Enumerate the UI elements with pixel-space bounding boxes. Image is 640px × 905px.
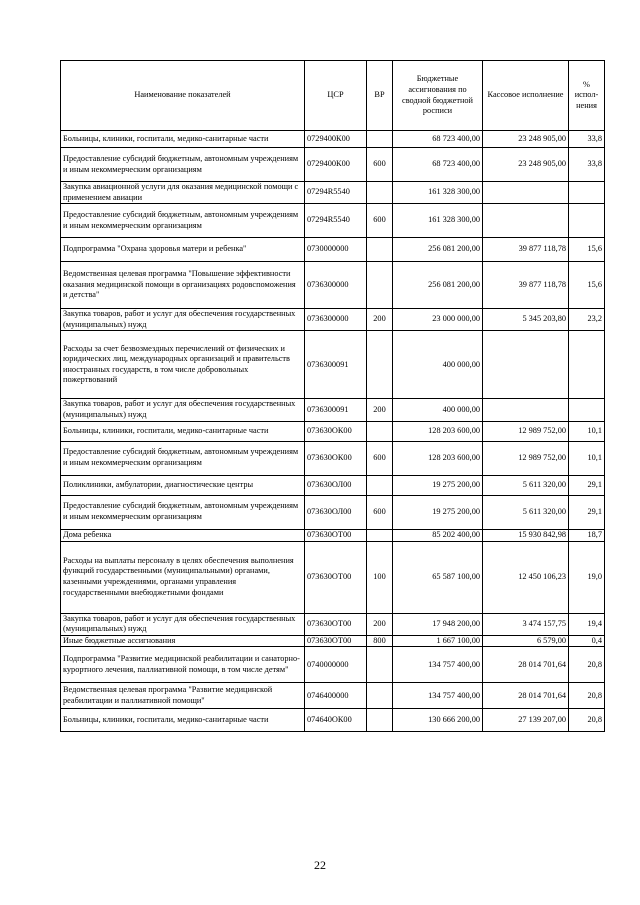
row-name: Закупка товаров, работ и услуг для обеспечения государственных (муниципальных) нужд bbox=[61, 399, 305, 421]
row-name: Закупка товаров, работ и услуг для обеспечения государственных (муниципальных) нужд bbox=[61, 309, 305, 331]
row-csr: 074640ОК00 bbox=[305, 709, 367, 732]
row-percent: 18,7 bbox=[569, 529, 605, 541]
row-percent bbox=[569, 399, 605, 421]
row-vr: 600 bbox=[367, 441, 393, 475]
row-allocation: 134 757 400,00 bbox=[393, 683, 483, 709]
row-cash: 5 611 320,00 bbox=[483, 475, 569, 495]
row-csr: 073630ОТ00 bbox=[305, 529, 367, 541]
row-allocation: 161 328 300,00 bbox=[393, 204, 483, 238]
row-allocation: 256 081 200,00 bbox=[393, 262, 483, 309]
row-allocation: 1 667 100,00 bbox=[393, 635, 483, 647]
row-vr: 200 bbox=[367, 399, 393, 421]
row-cash: 12 450 106,23 bbox=[483, 541, 569, 613]
row-percent: 33,8 bbox=[569, 131, 605, 148]
header-name: Наименование показателей bbox=[61, 61, 305, 131]
row-cash: 28 014 701,64 bbox=[483, 683, 569, 709]
row-vr: 100 bbox=[367, 541, 393, 613]
row-cash: 23 248 905,00 bbox=[483, 131, 569, 148]
row-allocation: 23 000 000,00 bbox=[393, 309, 483, 331]
row-cash: 12 989 752,00 bbox=[483, 421, 569, 441]
row-percent: 19,4 bbox=[569, 613, 605, 635]
row-name: Предоставление субсидий бюджетным, автономным учреждениям и иным некоммерческим организациям bbox=[61, 148, 305, 182]
row-name: Подпрограмма "Развитие медицинской реабилитации и санаторно-курортного лечения, паллиативной помощи, в том числе детям" bbox=[61, 647, 305, 683]
row-name: Подпрограмма "Охрана здоровья матери и ребенка" bbox=[61, 238, 305, 262]
header-percent: % испол-нения bbox=[569, 61, 605, 131]
row-percent: 0,4 bbox=[569, 635, 605, 647]
row-csr: 0746400000 bbox=[305, 683, 367, 709]
row-name: Предоставление субсидий бюджетным, автономным учреждениям и иным некоммерческим организациям bbox=[61, 441, 305, 475]
row-vr: 600 bbox=[367, 495, 393, 529]
row-vr bbox=[367, 238, 393, 262]
row-cash: 23 248 905,00 bbox=[483, 148, 569, 182]
row-percent bbox=[569, 331, 605, 399]
row-csr: 0729400К00 bbox=[305, 131, 367, 148]
row-cash bbox=[483, 399, 569, 421]
row-csr: 073630ОТ00 bbox=[305, 541, 367, 613]
row-csr: 073630ОК00 bbox=[305, 421, 367, 441]
table-row bbox=[61, 635, 605, 647]
table-row bbox=[61, 204, 605, 238]
row-percent: 10,1 bbox=[569, 421, 605, 441]
table-row bbox=[61, 541, 605, 613]
row-allocation: 134 757 400,00 bbox=[393, 647, 483, 683]
table-row bbox=[61, 495, 605, 529]
row-allocation: 128 203 600,00 bbox=[393, 441, 483, 475]
row-name: Расходы на выплаты персоналу в целях обеспечения выполнения функций государственными (муниципальными) органами, казенными учреждениями, органами управления государственными внебюджетными фондами bbox=[61, 541, 305, 613]
row-csr: 073630ОТ00 bbox=[305, 613, 367, 635]
row-name: Ведомственная целевая программа "Развитие медицинской реабилитации и паллиативной помощи" bbox=[61, 683, 305, 709]
row-cash: 27 139 207,00 bbox=[483, 709, 569, 732]
row-name: Больницы, клиники, госпитали, медико-санитарные части bbox=[61, 421, 305, 441]
row-vr bbox=[367, 182, 393, 204]
row-vr bbox=[367, 262, 393, 309]
row-vr: 800 bbox=[367, 635, 393, 647]
row-allocation: 65 587 100,00 bbox=[393, 541, 483, 613]
row-csr: 073630ОТ00 bbox=[305, 635, 367, 647]
row-csr: 0729400К00 bbox=[305, 148, 367, 182]
table-row bbox=[61, 309, 605, 331]
row-allocation: 19 275 200,00 bbox=[393, 495, 483, 529]
row-csr: 073630ОК00 bbox=[305, 441, 367, 475]
row-name: Ведомственная целевая программа "Повышение эффективности оказания медицинской помощи в организациях родовспоможения и детства" bbox=[61, 262, 305, 309]
table-row bbox=[61, 421, 605, 441]
row-allocation: 400 000,00 bbox=[393, 331, 483, 399]
row-allocation: 161 328 300,00 bbox=[393, 182, 483, 204]
row-vr bbox=[367, 421, 393, 441]
row-allocation: 68 723 400,00 bbox=[393, 148, 483, 182]
row-cash: 39 877 118,78 bbox=[483, 238, 569, 262]
table-row bbox=[61, 613, 605, 635]
row-percent: 15,6 bbox=[569, 238, 605, 262]
row-cash: 15 930 842,98 bbox=[483, 529, 569, 541]
row-name: Иные бюджетные ассигнования bbox=[61, 635, 305, 647]
table-row bbox=[61, 529, 605, 541]
row-allocation: 85 202 400,00 bbox=[393, 529, 483, 541]
table-row bbox=[61, 131, 605, 148]
row-csr: 073630ОЛ00 bbox=[305, 495, 367, 529]
row-csr: 0736300000 bbox=[305, 309, 367, 331]
row-cash: 12 989 752,00 bbox=[483, 441, 569, 475]
row-cash bbox=[483, 182, 569, 204]
row-cash: 28 014 701,64 bbox=[483, 647, 569, 683]
row-allocation: 128 203 600,00 bbox=[393, 421, 483, 441]
row-allocation: 68 723 400,00 bbox=[393, 131, 483, 148]
row-cash bbox=[483, 331, 569, 399]
table-header-row bbox=[61, 61, 605, 131]
row-name: Предоставление субсидий бюджетным, автономным учреждениям и иным некоммерческим организациям bbox=[61, 495, 305, 529]
row-vr bbox=[367, 683, 393, 709]
row-name: Поликлиники, амбулатории, диагностические центры bbox=[61, 475, 305, 495]
row-name: Закупка товаров, работ и услуг для обеспечения государственных (муниципальных) нужд bbox=[61, 613, 305, 635]
row-name: Больницы, клиники, госпитали, медико-санитарные части bbox=[61, 709, 305, 732]
row-percent: 29,1 bbox=[569, 475, 605, 495]
header-cash: Кассовое исполнение bbox=[483, 61, 569, 131]
row-percent bbox=[569, 182, 605, 204]
row-cash bbox=[483, 204, 569, 238]
table-row bbox=[61, 683, 605, 709]
table-row bbox=[61, 709, 605, 732]
row-percent: 10,1 bbox=[569, 441, 605, 475]
row-vr bbox=[367, 647, 393, 683]
row-name: Дома ребенка bbox=[61, 529, 305, 541]
table-row bbox=[61, 647, 605, 683]
row-vr bbox=[367, 475, 393, 495]
header-csr: ЦСР bbox=[305, 61, 367, 131]
row-vr bbox=[367, 709, 393, 732]
row-allocation: 19 275 200,00 bbox=[393, 475, 483, 495]
row-percent bbox=[569, 204, 605, 238]
table-row bbox=[61, 399, 605, 421]
header-vr: ВР bbox=[367, 61, 393, 131]
page-number: 22 bbox=[314, 858, 326, 872]
table-row bbox=[61, 475, 605, 495]
row-vr: 200 bbox=[367, 613, 393, 635]
row-csr: 07294R5540 bbox=[305, 204, 367, 238]
header-allocations: Бюджетные ассигнования по сводной бюджетной росписи bbox=[393, 61, 483, 131]
table-row bbox=[61, 262, 605, 309]
table-row bbox=[61, 331, 605, 399]
row-name: Предоставление субсидий бюджетным, автономным учреждениям и иным некоммерческим организациям bbox=[61, 204, 305, 238]
row-percent: 20,8 bbox=[569, 709, 605, 732]
row-percent: 20,8 bbox=[569, 647, 605, 683]
row-percent: 23,2 bbox=[569, 309, 605, 331]
row-csr: 0740000000 bbox=[305, 647, 367, 683]
row-vr bbox=[367, 131, 393, 148]
table-row bbox=[61, 441, 605, 475]
row-percent: 29,1 bbox=[569, 495, 605, 529]
row-csr: 0730000000 bbox=[305, 238, 367, 262]
row-allocation: 17 948 200,00 bbox=[393, 613, 483, 635]
table-row bbox=[61, 182, 605, 204]
row-allocation: 256 081 200,00 bbox=[393, 238, 483, 262]
row-name: Закупка авиационной услуги для оказания медицинской помощи с применением авиации bbox=[61, 182, 305, 204]
row-csr: 073630ОЛ00 bbox=[305, 475, 367, 495]
row-cash: 39 877 118,78 bbox=[483, 262, 569, 309]
budget-table bbox=[60, 60, 605, 732]
row-cash: 6 579,00 bbox=[483, 635, 569, 647]
row-vr: 200 bbox=[367, 309, 393, 331]
table-row bbox=[61, 148, 605, 182]
row-name: Больницы, клиники, госпитали, медико-санитарные части bbox=[61, 131, 305, 148]
row-allocation: 400 000,00 bbox=[393, 399, 483, 421]
row-vr bbox=[367, 331, 393, 399]
row-cash: 5 611 320,00 bbox=[483, 495, 569, 529]
row-percent: 19,0 bbox=[569, 541, 605, 613]
row-cash: 3 474 157,75 bbox=[483, 613, 569, 635]
row-csr: 07294R5540 bbox=[305, 182, 367, 204]
row-percent: 20,8 bbox=[569, 683, 605, 709]
row-name: Расходы за счет безвозмездных перечислений от физических и юридических лиц, международных организаций и правительств иностранных государств, в том числе добровольных пожертвований bbox=[61, 331, 305, 399]
row-cash: 5 345 203,80 bbox=[483, 309, 569, 331]
table-row bbox=[61, 238, 605, 262]
row-percent: 15,6 bbox=[569, 262, 605, 309]
row-csr: 0736300091 bbox=[305, 399, 367, 421]
row-vr: 600 bbox=[367, 204, 393, 238]
row-csr: 0736300000 bbox=[305, 262, 367, 309]
row-vr bbox=[367, 529, 393, 541]
row-allocation: 130 666 200,00 bbox=[393, 709, 483, 732]
row-csr: 0736300091 bbox=[305, 331, 367, 399]
row-vr: 600 bbox=[367, 148, 393, 182]
row-percent: 33,8 bbox=[569, 148, 605, 182]
